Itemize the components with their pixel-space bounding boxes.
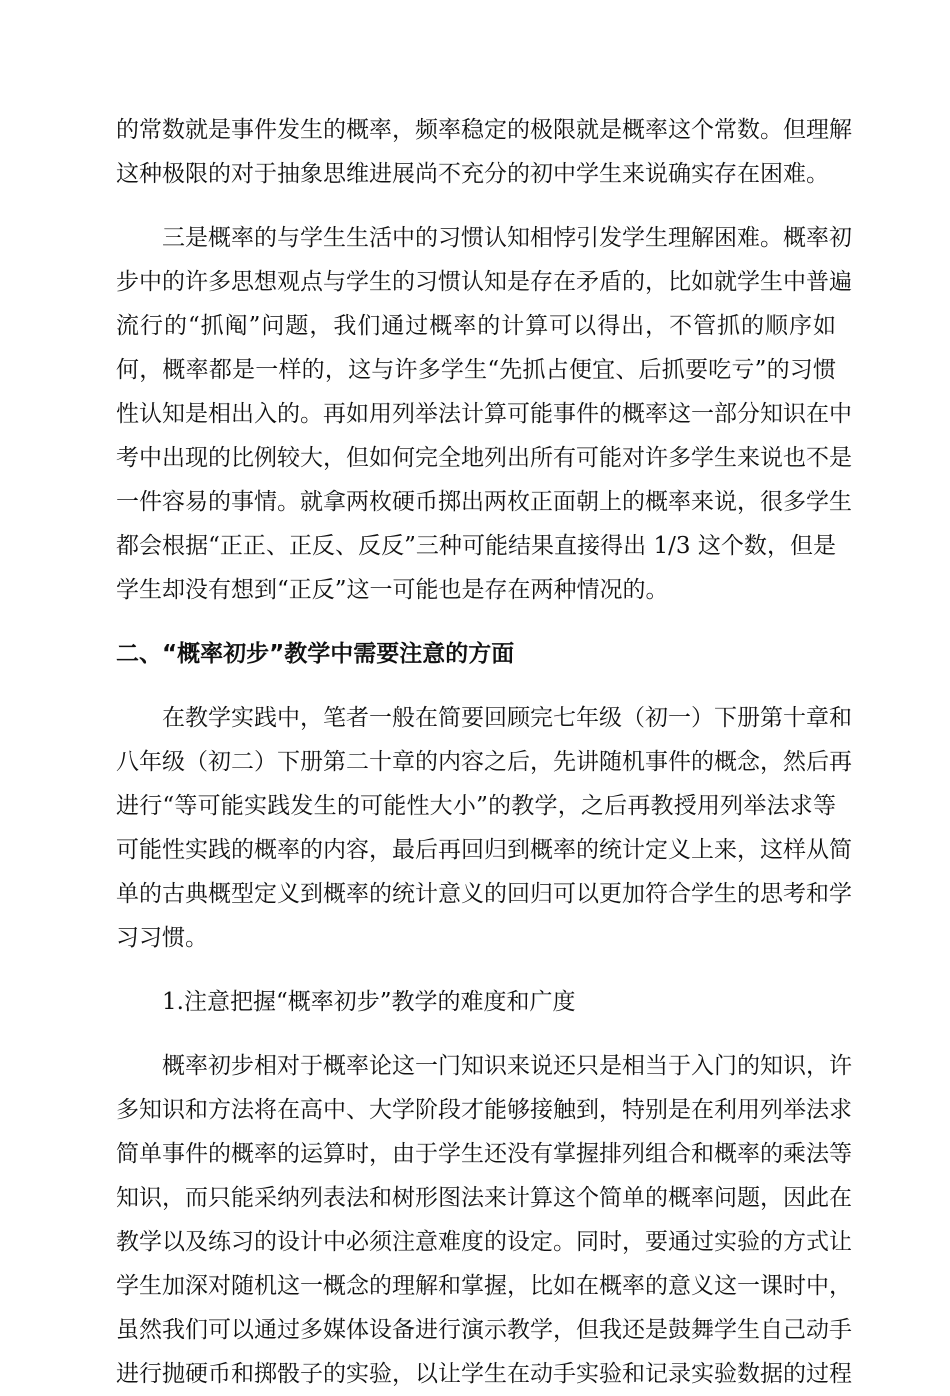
paragraph-line: 流行的“抓阄”问题，我们通过概率的计算可以得出，不管抓的顺序如: [116, 313, 836, 339]
paragraph-line: 都会根据“正正、正反、反反”三种可能结果直接得出 1/3 这个数，但是: [116, 533, 836, 559]
paragraph-line: 习习惯。: [116, 925, 208, 951]
paragraph-line: 考中出现的比例较大，但如何完全地列出所有可能对许多学生来说也不是: [116, 445, 852, 471]
paragraph-line: 三是概率的与学生生活中的习惯认知相悖引发学生理解困难。概率初: [116, 225, 852, 251]
paragraph-line: 步中的许多思想观点与学生的习惯认知是存在矛盾的，比如就学生中普遍: [116, 269, 852, 295]
paragraph-2: [116, 216, 852, 612]
paragraph-line: 教学以及练习的设计中必须注意难度的设定。同时，要通过实验的方式让: [116, 1229, 852, 1255]
paragraph-line: 八年级（初二）下册第二十章的内容之后，先讲随机事件的概念，然后再: [116, 749, 852, 775]
section-heading: 二、“概率初步”教学中需要注意的方面: [116, 641, 515, 667]
subsection-heading: 1.注意把握“概率初步”教学的难度和广度: [162, 989, 576, 1015]
paragraph-line: 进行“等可能实践发生的可能性大小”的教学，之后再教授用列举法求等: [116, 793, 836, 819]
paragraph-line: 进行抛硬币和掷骰子的实验，以让学生在动手实验和记录实验数据的过程: [116, 1361, 852, 1387]
paragraph-line: 多知识和方法将在高中、大学阶段才能够接触到，特别是在利用列举法求: [116, 1097, 852, 1123]
paragraph-line: 在教学实践中，笔者一般在简要回顾完七年级（初一）下册第十章和: [116, 705, 852, 731]
paragraph-line: 这种极限的对于抽象思维进展尚不充分的初中学生来说确实存在困难。: [116, 161, 829, 187]
document-page: [116, 108, 852, 1396]
paragraph-4: [116, 1044, 852, 1396]
paragraph-line: 知识，而只能采纳列表法和树形图法来计算这个简单的概率问题，因此在: [116, 1185, 852, 1211]
paragraph-line: 学生加深对随机这一概念的理解和掌握，比如在概率的意义这一课时中，: [116, 1273, 852, 1299]
paragraph-3: [116, 696, 852, 960]
paragraph-line: 可能性实践的概率的内容，最后再回归到概率的统计定义上来，这样从简: [116, 837, 852, 863]
paragraph-line: 的常数就是事件发生的概率，频率稳定的极限就是概率这个常数。但理解: [116, 117, 852, 143]
paragraph-line: 简单事件的概率的运算时，由于学生还没有掌握排列组合和概率的乘法等: [116, 1141, 852, 1167]
paragraph-line: 何，概率都是一样的，这与许多学生“先抓占便宜、后抓要吃亏”的习惯: [116, 357, 836, 383]
paragraph-line: 虽然我们可以通过多媒体设备进行演示教学，但我还是鼓舞学生自己动手: [116, 1317, 852, 1343]
paragraph-line: 学生却没有想到“正反”这一可能也是存在两种情况的。: [116, 577, 669, 603]
paragraph-1: [116, 108, 852, 196]
paragraph-line: 概率初步相对于概率论这一门知识来说还只是相当于入门的知识，许: [116, 1053, 852, 1079]
paragraph-line: 性认知是相出入的。再如用列举法计算可能事件的概率这一部分知识在中: [116, 401, 852, 427]
paragraph-line: 一件容易的事情。就拿两枚硬币掷出两枚正面朝上的概率来说，很多学生: [116, 489, 852, 515]
paragraph-line: 单的古典概型定义到概率的统计意义的回归可以更加符合学生的思考和学: [116, 881, 852, 907]
